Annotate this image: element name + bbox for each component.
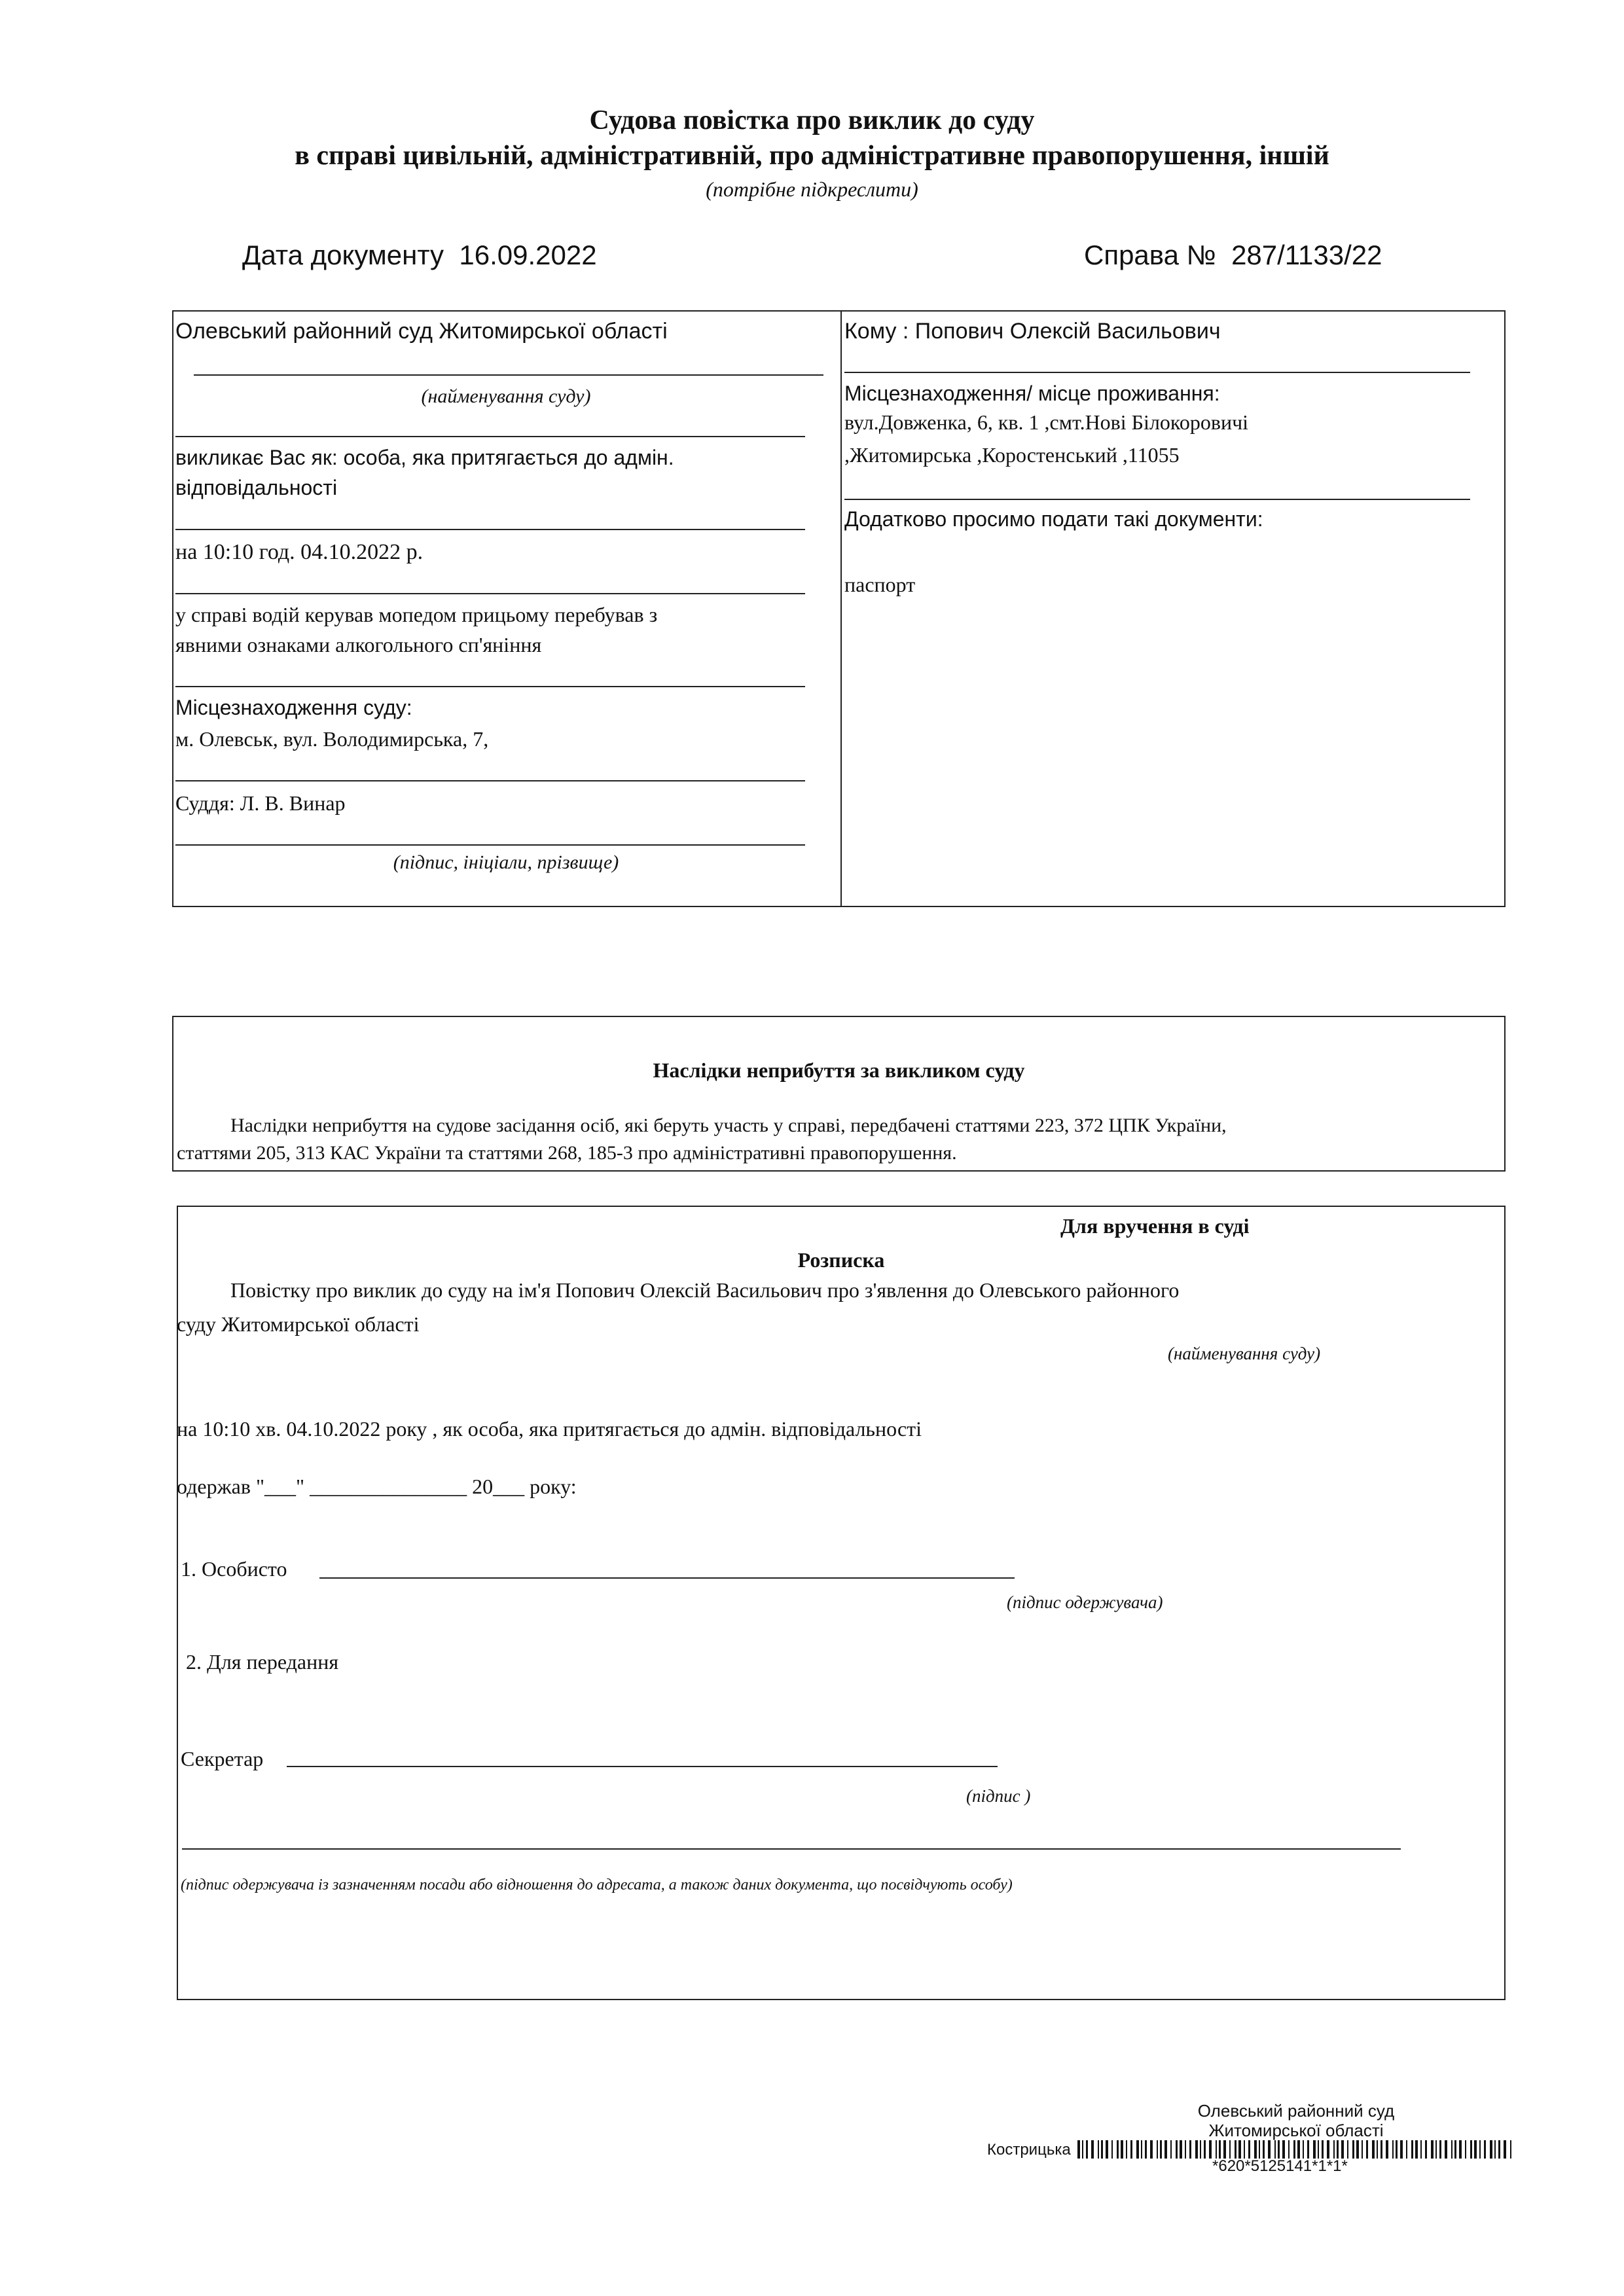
receipt-line-2: суду Житомирської області <box>177 1312 420 1336</box>
court-caption: (найменування суду) <box>421 386 591 407</box>
summons-role: викликає Вас як: особа, яка притягається до адмін. <box>175 446 674 469</box>
case-number <box>1084 238 1382 272</box>
recipient-signature-caption: (підпис одержувача) <box>1007 1592 1163 1612</box>
barcode-icon <box>1077 2140 1516 2159</box>
address-line-2: ,Житомирська ,Коростенський ,11055 <box>844 443 1180 467</box>
case-number-value: 287/1133/22 <box>1231 240 1382 270</box>
address-label: Місцезнаходження/ місце проживання: <box>844 382 1220 405</box>
receipt-title: Розписка <box>797 1248 885 1272</box>
case-number-label: Справа № <box>1084 240 1216 270</box>
stamp-court-line-2: Житомирської області <box>1208 2121 1384 2140</box>
clerk-name: Кострицька <box>987 2141 1071 2159</box>
judge-caption: (підпис, ініціали, прізвище) <box>393 852 619 873</box>
divider <box>194 374 823 376</box>
secretary-signature-line[interactable] <box>287 1766 998 1767</box>
divider <box>844 372 1470 373</box>
court-location-label: Місцезнаходження суду: <box>175 696 412 719</box>
underline-note: (потрібне підкреслити) <box>706 177 918 201</box>
court-location-value: м. Олевськ, вул. Володимирська, 7, <box>175 727 489 751</box>
doc-date <box>242 238 597 272</box>
transfer-label: 2. Для передання <box>186 1650 339 1674</box>
hearing-time: на 10:10 год. 04.10.2022 р. <box>175 540 424 564</box>
secretary-label: Секретар <box>181 1747 264 1770</box>
summons-role-cont: відповідальності <box>175 476 338 499</box>
delivery-label: Для вручення в суді <box>1060 1214 1250 1238</box>
barcode-text: *620*5125141*1*1* <box>1212 2157 1348 2175</box>
divider <box>175 780 805 781</box>
stamp-court-line-1: Олевський районний суд <box>1197 2101 1395 2121</box>
documents-value: паспорт <box>844 573 916 596</box>
judge-line: Суддя: Л. В. Винар <box>175 791 346 815</box>
divider <box>175 686 805 687</box>
receipt-time-line: на 10:10 хв. 04.10.2022 року , як особа, яка притягається до адмін. відповідальності <box>177 1417 922 1441</box>
document-subtitle: в справі цивільній, адміністративній, про адміністративне правопорушення, іншій <box>295 141 1329 171</box>
court-name: Олевський районний суд Житомирської області <box>175 319 668 344</box>
divider <box>175 436 805 437</box>
secretary-signature-caption: (підпис ) <box>966 1786 1031 1806</box>
consequences-text-2: статтями 205, 313 КАС України та статтями 268, 185-3 про адміністративні правопорушення. <box>177 1142 957 1164</box>
received-date-line: одержав "___" _______________ 20___ року: <box>177 1475 577 1498</box>
consequences-text-1: Наслідки неприбуття на судове засідання осіб, які беруть участь у справі, передбачені статтями 223, 372 ЦПК України, <box>230 1115 1227 1136</box>
recipient-details-caption: (підпис одержувача із зазначенням посади або відношення до адресата, а також даних документа, що посвідчують особу) <box>181 1876 1013 1893</box>
divider <box>844 499 1470 500</box>
case-description-2: явними ознаками алкогольного сп'яніння <box>175 633 542 656</box>
receipt-line-1: Повістку про виклик до суду на ім'я Попович Олексій Васильович про з'явлення до Олевського районного <box>230 1278 1180 1302</box>
consequences-title: Наслідки неприбуття за викликом суду <box>653 1058 1025 1082</box>
case-description-1: у справі водій керував мопедом прицьому перебував з <box>175 603 658 626</box>
receipt-court-caption: (найменування суду) <box>1168 1344 1321 1363</box>
divider <box>175 593 805 594</box>
column-divider <box>840 310 842 907</box>
document-title: Судова повістка про виклик до суду <box>589 105 1035 135</box>
doc-date-value: 16.09.2022 <box>459 240 597 270</box>
personally-label: 1. Особисто <box>181 1557 287 1581</box>
recipient-signature-line[interactable] <box>319 1577 1015 1579</box>
doc-date-label: Дата документу <box>242 240 444 270</box>
documents-label: Додатково просимо подати такі документи: <box>844 507 1263 531</box>
recipient-line: Кому : Попович Олексій Васильович <box>844 319 1221 344</box>
recipient-details-line[interactable] <box>182 1848 1401 1850</box>
address-line-1: вул.Довженка, 6, кв. 1 ,смт.Нові Білокоровичі <box>844 410 1249 434</box>
divider <box>175 844 805 846</box>
divider <box>175 529 805 530</box>
